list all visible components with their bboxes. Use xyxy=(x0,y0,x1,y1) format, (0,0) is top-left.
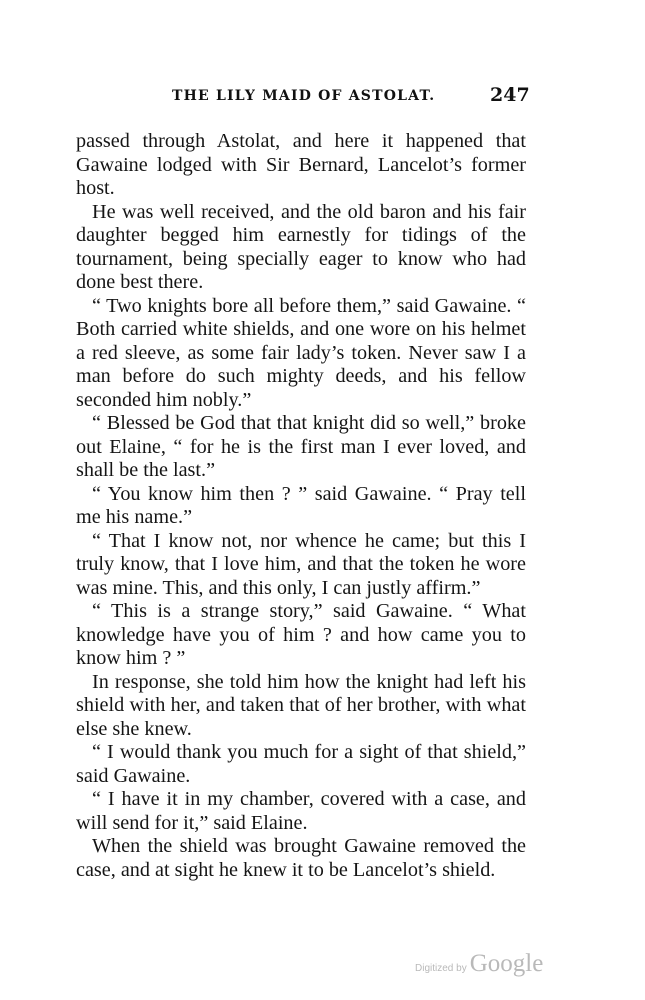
digitized-watermark xyxy=(415,950,543,978)
paragraph: “ I would thank you much for a sight of that shield,” said Gawaine. xyxy=(76,741,526,787)
paragraph: passed through Astolat, and here it happened that Gawaine lodged with Sir Bernard, Lancelot’s former host. xyxy=(76,130,526,199)
page-number: 247 xyxy=(490,84,530,106)
paragraph: “ That I know not, nor whence he came; but this I truly know, that I love him, and that the token he wore was mine. This, and this only, I can justly affirm.” xyxy=(76,529,526,599)
page-body xyxy=(76,130,526,882)
running-title: THE LILY MAID OF ASTOLAT. xyxy=(172,88,436,104)
paragraph: “ Two knights bore all before them,” said Gawaine. “ Both carried white shields, and one wore on his helmet a red sleeve, as some fair lady’s token. Never saw I a man before do such mighty deeds, and his fellow seconded him nobly.” xyxy=(76,294,526,411)
paragraph: In response, she told him how the knight had left his shield with her, and taken that of her brother, with what else she knew. xyxy=(76,670,526,740)
paragraph: “ I have it in my chamber, covered with a case, and will send for it,” said Elaine. xyxy=(76,788,526,834)
paragraph: He was well received, and the old baron and his fair daughter begged him earnestly for tidings of the tournament, being specially eager to know who had done best there. xyxy=(76,200,526,293)
paragraph: “ You know him then ? ” said Gawaine. “ Pray tell me his name.” xyxy=(76,482,526,528)
watermark-prefix: Digitized by xyxy=(415,963,467,974)
paragraph: “ Blessed be God that that knight did so well,” broke out Elaine, “ for he is the first man I ever loved, and shall be the last.” xyxy=(76,412,526,481)
paragraph: When the shield was brought Gawaine removed the case, and at sight he knew it to be Lancelot’s shield. xyxy=(76,835,526,881)
paragraph: “ This is a strange story,” said Gawaine. “ What knowledge have you of him ? and how came you to know him ? ” xyxy=(76,600,526,669)
watermark-brand: Google xyxy=(469,950,544,977)
